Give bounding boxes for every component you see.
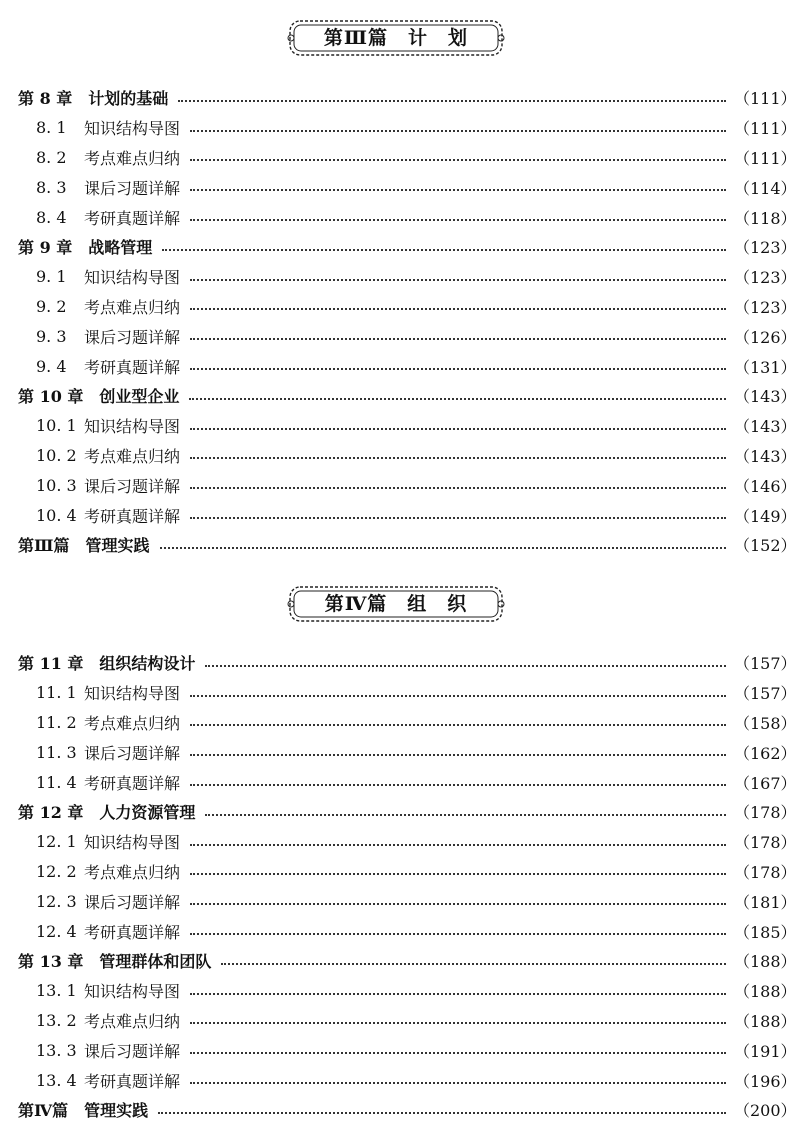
entry-page-number: （143）: [734, 446, 797, 466]
entry-page-number: （185）: [734, 922, 797, 942]
entry-number: 第Ⅲ篇: [18, 536, 70, 556]
dot-leader: [221, 963, 726, 965]
toc-subsection-entry[interactable]: [0, 916, 797, 946]
entry-title: 课后习题详解: [84, 327, 181, 347]
entry-title: 战略管理: [88, 238, 153, 258]
entry-number: 11. 4: [36, 772, 77, 792]
entry-page-number: （167）: [734, 773, 797, 793]
dot-leader: [190, 487, 726, 489]
toc-subsection-entry[interactable]: [0, 1065, 797, 1095]
dot-leader: [190, 754, 726, 756]
entry-title: 课后习题详解: [84, 743, 181, 763]
toc-section-3: [0, 83, 797, 560]
entry-title: 考点难点归纳: [84, 713, 181, 733]
entry-page-number: （178）: [734, 862, 797, 882]
toc-chapter-entry[interactable]: [0, 381, 797, 411]
toc-subsection-entry[interactable]: [0, 1006, 797, 1036]
entry-number: 8. 3: [36, 177, 67, 197]
toc-subsection-entry[interactable]: [0, 113, 797, 143]
entry-title: 课后习题详解: [84, 476, 181, 496]
entry-page-number: （188）: [734, 952, 797, 972]
dot-leader: [190, 903, 726, 905]
entry-page-number: （188）: [734, 1011, 797, 1031]
entry-page-number: （123）: [734, 268, 797, 288]
dot-leader: [190, 933, 726, 935]
entry-number: 第 10 章: [18, 387, 84, 407]
dot-leader: [190, 428, 726, 430]
entry-number: 13. 2: [36, 1010, 77, 1030]
entry-page-number: （191）: [734, 1041, 797, 1061]
entry-title: 课后习题详解: [84, 892, 181, 912]
toc-subsection-entry[interactable]: [0, 886, 797, 916]
entry-number: 8. 1: [36, 118, 67, 138]
entry-page-number: （131）: [734, 357, 797, 377]
entry-number: 10. 3: [36, 475, 77, 495]
entry-number: 11. 3: [36, 742, 77, 762]
dot-leader: [189, 398, 726, 400]
entry-page-number: （118）: [734, 208, 797, 228]
entry-title: 考研真题详解: [84, 357, 181, 377]
entry-page-number: （152）: [734, 536, 797, 556]
toc-subsection-entry[interactable]: [0, 172, 797, 202]
entry-number: 10. 4: [36, 505, 77, 525]
entry-number: 11. 2: [36, 712, 77, 732]
dot-leader: [160, 547, 726, 549]
entry-title: 课后习题详解: [84, 178, 181, 198]
toc-section-4: [0, 648, 797, 1125]
entry-page-number: （200）: [734, 1101, 797, 1121]
entry-number: 11. 1: [36, 683, 77, 703]
entry-title: 考点难点归纳: [84, 1011, 181, 1031]
entry-page-number: （111）: [734, 148, 797, 168]
entry-title: 管理群体和团队: [99, 952, 212, 972]
entry-title: 考点难点归纳: [84, 148, 181, 168]
dot-leader: [190, 1022, 726, 1024]
entry-title: 创业型企业: [99, 387, 180, 407]
toc-subsection-entry[interactable]: [0, 262, 797, 292]
dot-leader: [190, 724, 726, 726]
entry-number: 12. 3: [36, 891, 77, 911]
entry-page-number: （123）: [734, 238, 797, 258]
dot-leader: [190, 338, 726, 340]
entry-title: 知识结构导图: [84, 833, 181, 853]
entry-number: 9. 3: [36, 326, 67, 346]
entry-page-number: （149）: [734, 506, 797, 526]
entry-number: 第 13 章: [18, 952, 84, 972]
entry-title: 考点难点归纳: [84, 297, 181, 317]
entry-number: 12. 1: [36, 832, 77, 852]
toc-subsection-entry[interactable]: [0, 827, 797, 857]
entry-number: 8. 4: [36, 207, 67, 227]
entry-title: 课后习题详解: [84, 1041, 181, 1061]
toc-subsection-entry[interactable]: [0, 767, 797, 797]
entry-page-number: （123）: [734, 297, 797, 317]
part-banner-4: [287, 584, 505, 624]
entry-title: 组织结构设计: [99, 654, 196, 674]
entry-page-number: （188）: [734, 982, 797, 1002]
entry-page-number: （146）: [734, 476, 797, 496]
toc-chapter-entry[interactable]: [0, 83, 797, 113]
toc-subsection-entry[interactable]: [0, 708, 797, 738]
toc-subsection-entry[interactable]: [0, 470, 797, 500]
entry-title: 计划的基础: [88, 89, 169, 109]
entry-number: 9. 1: [36, 267, 67, 287]
entry-number: 9. 2: [36, 296, 67, 316]
entry-title: 考研真题详解: [84, 1071, 181, 1091]
entry-number: 10. 1: [36, 416, 77, 436]
entry-page-number: （111）: [734, 119, 797, 139]
entry-page-number: （162）: [734, 743, 797, 763]
dot-leader: [158, 1112, 726, 1114]
entry-page-number: （157）: [734, 654, 797, 674]
toc-subsection-entry[interactable]: [0, 500, 797, 530]
dot-leader: [190, 159, 726, 161]
dot-leader: [190, 308, 726, 310]
entry-title: 考研真题详解: [84, 208, 181, 228]
dot-leader: [162, 249, 726, 251]
entry-number: 12. 4: [36, 921, 77, 941]
entry-number: 12. 2: [36, 861, 77, 881]
part-banner-title: 第Ⅳ篇 组 织: [324, 593, 468, 615]
toc-subsection-entry[interactable]: [0, 976, 797, 1006]
entry-title: 管理实践: [85, 536, 150, 556]
dot-leader: [190, 189, 726, 191]
entry-page-number: （157）: [734, 684, 797, 704]
dot-leader: [190, 1052, 726, 1054]
entry-page-number: （143）: [734, 417, 797, 437]
dot-leader: [205, 814, 726, 816]
entry-page-number: （181）: [734, 892, 797, 912]
entry-title: 考点难点归纳: [84, 862, 181, 882]
toc-chapter-entry[interactable]: [0, 946, 797, 976]
dot-leader: [190, 457, 726, 459]
dot-leader: [190, 517, 726, 519]
entry-title: 考研真题详解: [84, 773, 181, 793]
entry-number: 第Ⅳ篇: [18, 1101, 69, 1121]
entry-number: 10. 2: [36, 445, 77, 465]
toc-chapter-entry[interactable]: [0, 530, 797, 560]
dot-leader: [190, 784, 726, 786]
entry-title: 管理实践: [84, 1101, 149, 1121]
toc-subsection-entry[interactable]: [0, 202, 797, 232]
dot-leader: [205, 665, 726, 667]
toc-subsection-entry[interactable]: [0, 321, 797, 351]
dot-leader: [190, 368, 726, 370]
entry-page-number: （196）: [734, 1071, 797, 1091]
dot-leader: [190, 1082, 726, 1084]
entry-page-number: （126）: [734, 327, 797, 347]
dot-leader: [190, 695, 726, 697]
entry-page-number: （114）: [734, 178, 797, 198]
entry-number: 第 8 章: [18, 89, 73, 109]
toc-subsection-entry[interactable]: [0, 411, 797, 441]
entry-page-number: （158）: [734, 713, 797, 733]
toc-subsection-entry[interactable]: [0, 351, 797, 381]
entry-number: 9. 4: [36, 356, 67, 376]
toc-chapter-entry[interactable]: [0, 797, 797, 827]
entry-page-number: （111）: [734, 89, 797, 109]
toc-subsection-entry[interactable]: [0, 143, 797, 173]
toc-subsection-entry[interactable]: [0, 292, 797, 322]
toc-subsection-entry[interactable]: [0, 678, 797, 708]
toc-chapter-entry[interactable]: [0, 1095, 797, 1125]
entry-title: 考研真题详解: [84, 922, 181, 942]
part-banner-3: [287, 18, 505, 58]
entry-title: 考点难点归纳: [84, 446, 181, 466]
entry-page-number: （143）: [734, 387, 797, 407]
toc-subsection-entry[interactable]: [0, 441, 797, 471]
entry-title: 知识结构导图: [84, 982, 181, 1002]
entry-number: 13. 1: [36, 981, 77, 1001]
dot-leader: [190, 844, 726, 846]
entry-number: 第 12 章: [18, 803, 84, 823]
entry-number: 第 11 章: [18, 654, 84, 674]
dot-leader: [178, 100, 726, 102]
entry-title: 考研真题详解: [84, 506, 181, 526]
dot-leader: [190, 219, 726, 221]
entry-title: 知识结构导图: [84, 268, 181, 288]
dot-leader: [190, 130, 726, 132]
toc-chapter-entry[interactable]: [0, 232, 797, 262]
toc-subsection-entry[interactable]: [0, 857, 797, 887]
entry-title: 知识结构导图: [84, 119, 181, 139]
dot-leader: [190, 279, 726, 281]
entry-number: 8. 2: [36, 147, 67, 167]
dot-leader: [190, 993, 726, 995]
entry-number: 13. 3: [36, 1040, 77, 1060]
toc-subsection-entry[interactable]: [0, 1035, 797, 1065]
entry-number: 第 9 章: [18, 238, 73, 258]
toc-chapter-entry[interactable]: [0, 648, 797, 678]
entry-page-number: （178）: [734, 803, 797, 823]
entry-page-number: （178）: [734, 833, 797, 853]
dot-leader: [190, 873, 726, 875]
entry-title: 人力资源管理: [99, 803, 196, 823]
entry-title: 知识结构导图: [84, 684, 181, 704]
entry-number: 13. 4: [36, 1070, 77, 1090]
toc-subsection-entry[interactable]: [0, 737, 797, 767]
entry-title: 知识结构导图: [84, 417, 181, 437]
part-banner-title: 第Ⅲ篇 计 划: [323, 27, 469, 49]
